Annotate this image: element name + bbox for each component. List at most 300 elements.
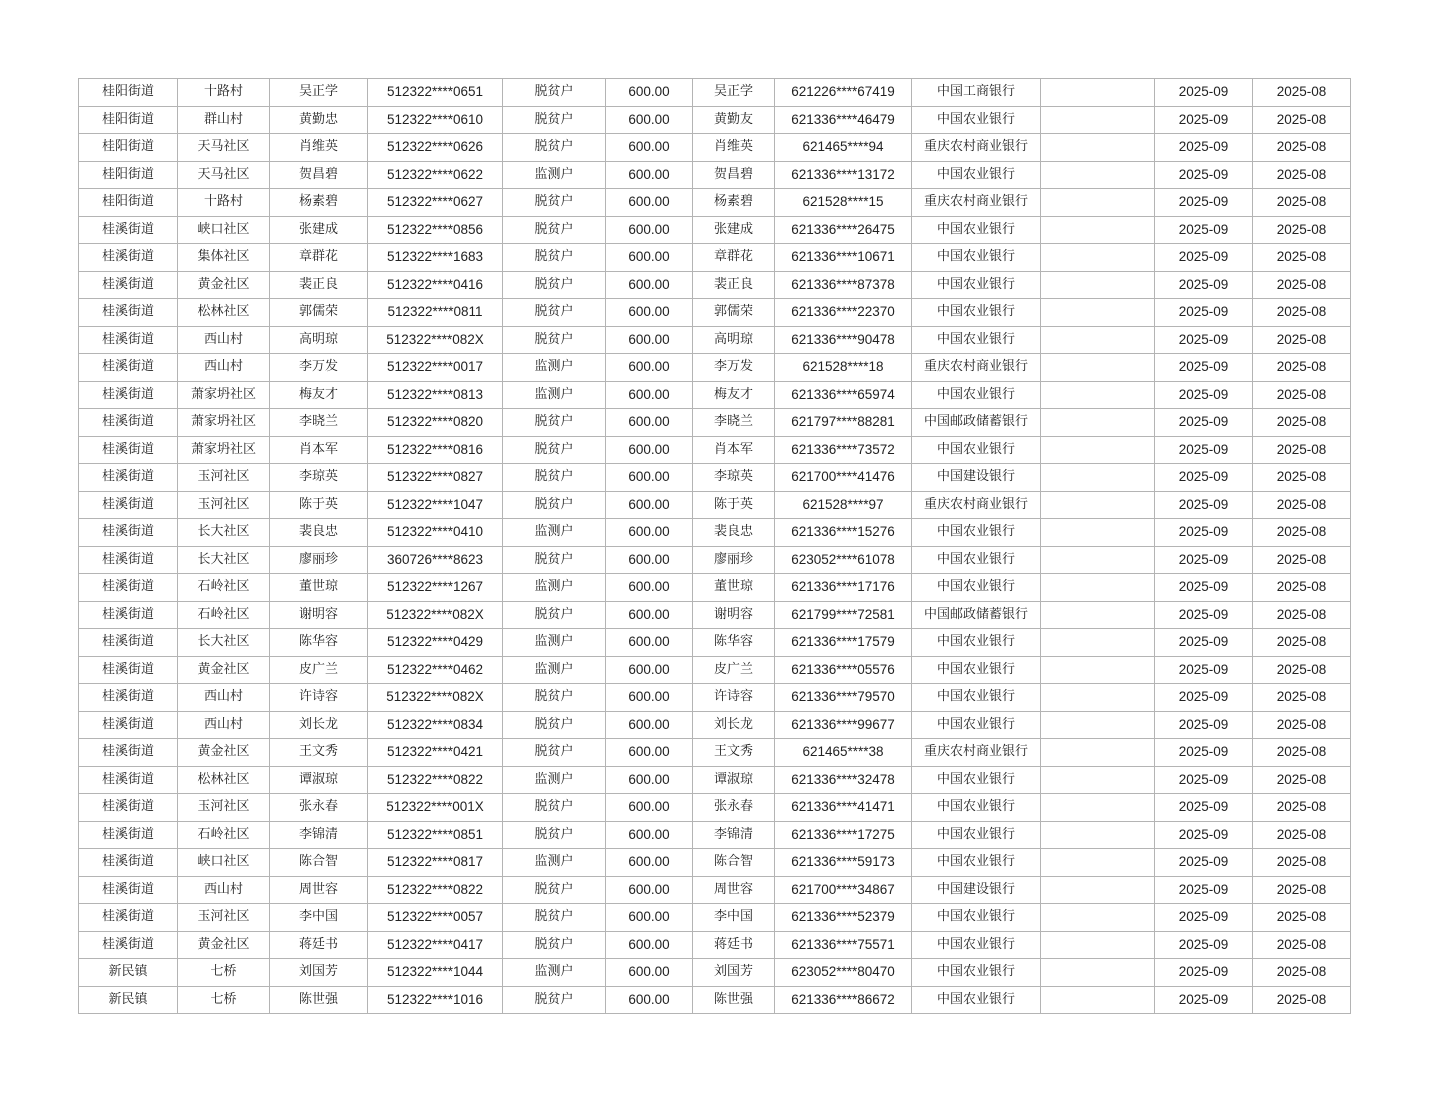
account-holder-cell: 吴正学 [693,79,775,107]
id-number-cell: 512322****0813 [368,381,503,409]
id-number-cell: 512322****082X [368,601,503,629]
household-type-cell: 监测户 [503,766,606,794]
remark-cell [1041,189,1155,217]
issue-month-cell: 2025-09 [1155,684,1253,712]
table-row [79,79,1351,107]
id-number-cell: 360726****8623 [368,546,503,574]
period-month-cell: 2025-08 [1253,79,1351,107]
street-cell: 桂溪街道 [79,574,178,602]
bank-name-cell: 中国工商银行 [912,79,1041,107]
id-number-cell: 512322****0627 [368,189,503,217]
bank-name-cell: 重庆农村商业银行 [912,354,1041,382]
table-row [79,876,1351,904]
id-number-cell: 512322****1683 [368,244,503,272]
period-month-cell: 2025-08 [1253,134,1351,162]
id-number-cell: 512322****0816 [368,436,503,464]
name-cell: 许诗容 [270,684,368,712]
id-number-cell: 512322****0834 [368,711,503,739]
id-number-cell: 512322****082X [368,326,503,354]
issue-month-cell: 2025-09 [1155,876,1253,904]
id-number-cell: 512322****0817 [368,849,503,877]
bank-name-cell: 重庆农村商业银行 [912,134,1041,162]
bank-name-cell: 中国农业银行 [912,931,1041,959]
amount-cell: 600.00 [606,519,693,547]
street-cell: 桂阳街道 [79,106,178,134]
street-cell: 桂溪街道 [79,354,178,382]
amount-cell: 600.00 [606,464,693,492]
issue-month-cell: 2025-09 [1155,821,1253,849]
name-cell: 陈于英 [270,491,368,519]
name-cell: 李万发 [270,354,368,382]
issue-month-cell: 2025-09 [1155,464,1253,492]
household-type-cell: 监测户 [503,574,606,602]
amount-cell: 600.00 [606,79,693,107]
name-cell: 肖维英 [270,134,368,162]
bank-name-cell: 重庆农村商业银行 [912,491,1041,519]
bank-card-cell: 621336****13172 [775,161,912,189]
street-cell: 桂阳街道 [79,134,178,162]
name-cell: 陈合智 [270,849,368,877]
remark-cell [1041,849,1155,877]
account-holder-cell: 皮广兰 [693,656,775,684]
account-holder-cell: 郭儒荣 [693,299,775,327]
name-cell: 高明琼 [270,326,368,354]
issue-month-cell: 2025-09 [1155,519,1253,547]
street-cell: 桂溪街道 [79,739,178,767]
period-month-cell: 2025-08 [1253,161,1351,189]
household-type-cell: 监测户 [503,161,606,189]
community-cell: 萧家坍社区 [178,436,270,464]
street-cell: 新民镇 [79,986,178,1014]
account-holder-cell: 张永春 [693,794,775,822]
account-holder-cell: 梅友才 [693,381,775,409]
household-type-cell: 脱贫户 [503,189,606,217]
table-row [79,216,1351,244]
bank-card-cell: 621799****72581 [775,601,912,629]
issue-month-cell: 2025-09 [1155,959,1253,987]
bank-card-cell: 621336****05576 [775,656,912,684]
id-number-cell: 512322****0626 [368,134,503,162]
issue-month-cell: 2025-09 [1155,381,1253,409]
bank-name-cell: 中国农业银行 [912,849,1041,877]
community-cell: 石岭社区 [178,601,270,629]
id-number-cell: 512322****0651 [368,79,503,107]
amount-cell: 600.00 [606,354,693,382]
street-cell: 桂溪街道 [79,464,178,492]
issue-month-cell: 2025-09 [1155,189,1253,217]
household-type-cell: 监测户 [503,849,606,877]
street-cell: 桂溪街道 [79,711,178,739]
bank-card-cell: 621336****99677 [775,711,912,739]
bank-card-cell: 621465****94 [775,134,912,162]
amount-cell: 600.00 [606,601,693,629]
amount-cell: 600.00 [606,794,693,822]
period-month-cell: 2025-08 [1253,739,1351,767]
id-number-cell: 512322****0610 [368,106,503,134]
bank-card-cell: 621336****41471 [775,794,912,822]
account-holder-cell: 肖维英 [693,134,775,162]
bank-name-cell: 中国农业银行 [912,656,1041,684]
period-month-cell: 2025-08 [1253,299,1351,327]
bank-name-cell: 重庆农村商业银行 [912,189,1041,217]
table-row [79,326,1351,354]
community-cell: 长大社区 [178,629,270,657]
bank-card-cell: 623052****61078 [775,546,912,574]
remark-cell [1041,656,1155,684]
account-holder-cell: 谢明容 [693,601,775,629]
table-row [79,986,1351,1014]
period-month-cell: 2025-08 [1253,574,1351,602]
bank-card-cell: 621336****73572 [775,436,912,464]
household-type-cell: 脱贫户 [503,464,606,492]
bank-name-cell: 中国农业银行 [912,436,1041,464]
name-cell: 梅友才 [270,381,368,409]
street-cell: 桂溪街道 [79,216,178,244]
street-cell: 桂溪街道 [79,409,178,437]
name-cell: 吴正学 [270,79,368,107]
amount-cell: 600.00 [606,271,693,299]
name-cell: 张建成 [270,216,368,244]
household-type-cell: 脱贫户 [503,931,606,959]
remark-cell [1041,79,1155,107]
bank-card-cell: 621336****90478 [775,326,912,354]
period-month-cell: 2025-08 [1253,519,1351,547]
account-holder-cell: 陈世强 [693,986,775,1014]
community-cell: 黄金社区 [178,271,270,299]
bank-card-cell: 621336****59173 [775,849,912,877]
amount-cell: 600.00 [606,546,693,574]
period-month-cell: 2025-08 [1253,794,1351,822]
table-row [79,409,1351,437]
household-type-cell: 脱贫户 [503,546,606,574]
remark-cell [1041,491,1155,519]
account-holder-cell: 蒋廷书 [693,931,775,959]
id-number-cell: 512322****0827 [368,464,503,492]
bank-card-cell: 621336****15276 [775,519,912,547]
remark-cell [1041,326,1155,354]
account-holder-cell: 陈于英 [693,491,775,519]
account-holder-cell: 廖丽珍 [693,546,775,574]
period-month-cell: 2025-08 [1253,271,1351,299]
bank-card-cell: 621336****79570 [775,684,912,712]
account-holder-cell: 黄勤友 [693,106,775,134]
name-cell: 李晓兰 [270,409,368,437]
table-body [79,79,1351,1014]
table-row [79,656,1351,684]
community-cell: 玉河社区 [178,491,270,519]
amount-cell: 600.00 [606,821,693,849]
account-holder-cell: 李锦清 [693,821,775,849]
household-type-cell: 脱贫户 [503,244,606,272]
name-cell: 陈华容 [270,629,368,657]
street-cell: 桂溪街道 [79,656,178,684]
period-month-cell: 2025-08 [1253,464,1351,492]
amount-cell: 600.00 [606,876,693,904]
community-cell: 天马社区 [178,134,270,162]
amount-cell: 600.00 [606,326,693,354]
bank-card-cell: 621336****17579 [775,629,912,657]
household-type-cell: 脱贫户 [503,326,606,354]
issue-month-cell: 2025-09 [1155,711,1253,739]
name-cell: 肖本军 [270,436,368,464]
issue-month-cell: 2025-09 [1155,354,1253,382]
account-holder-cell: 李琼英 [693,464,775,492]
household-type-cell: 脱贫户 [503,684,606,712]
period-month-cell: 2025-08 [1253,629,1351,657]
community-cell: 玉河社区 [178,464,270,492]
account-holder-cell: 李万发 [693,354,775,382]
account-holder-cell: 李晓兰 [693,409,775,437]
bank-card-cell: 621465****38 [775,739,912,767]
table-row [79,299,1351,327]
remark-cell [1041,986,1155,1014]
issue-month-cell: 2025-09 [1155,574,1253,602]
remark-cell [1041,271,1155,299]
issue-month-cell: 2025-09 [1155,904,1253,932]
name-cell: 李中国 [270,904,368,932]
account-holder-cell: 张建成 [693,216,775,244]
bank-name-cell: 中国农业银行 [912,299,1041,327]
bank-name-cell: 中国农业银行 [912,161,1041,189]
account-holder-cell: 王文秀 [693,739,775,767]
table-row [79,931,1351,959]
street-cell: 桂阳街道 [79,161,178,189]
account-holder-cell: 刘长龙 [693,711,775,739]
id-number-cell: 512322****0416 [368,271,503,299]
table-row [79,381,1351,409]
remark-cell [1041,629,1155,657]
bank-card-cell: 621336****26475 [775,216,912,244]
issue-month-cell: 2025-09 [1155,409,1253,437]
issue-month-cell: 2025-09 [1155,271,1253,299]
amount-cell: 600.00 [606,299,693,327]
remark-cell [1041,299,1155,327]
household-type-cell: 监测户 [503,381,606,409]
amount-cell: 600.00 [606,739,693,767]
household-type-cell: 监测户 [503,629,606,657]
community-cell: 西山村 [178,876,270,904]
amount-cell: 600.00 [606,106,693,134]
issue-month-cell: 2025-09 [1155,216,1253,244]
name-cell: 裴良忠 [270,519,368,547]
name-cell: 刘长龙 [270,711,368,739]
table-row [79,244,1351,272]
period-month-cell: 2025-08 [1253,381,1351,409]
name-cell: 李锦清 [270,821,368,849]
street-cell: 桂溪街道 [79,904,178,932]
id-number-cell: 512322****0851 [368,821,503,849]
table-row [79,519,1351,547]
amount-cell: 600.00 [606,381,693,409]
period-month-cell: 2025-08 [1253,436,1351,464]
remark-cell [1041,161,1155,189]
id-number-cell: 512322****0017 [368,354,503,382]
name-cell: 廖丽珍 [270,546,368,574]
community-cell: 西山村 [178,711,270,739]
name-cell: 皮广兰 [270,656,368,684]
period-month-cell: 2025-08 [1253,656,1351,684]
community-cell: 长大社区 [178,546,270,574]
table-row [79,601,1351,629]
name-cell: 张永春 [270,794,368,822]
id-number-cell: 512322****0822 [368,876,503,904]
name-cell: 蒋廷书 [270,931,368,959]
bank-name-cell: 中国建设银行 [912,876,1041,904]
issue-month-cell: 2025-09 [1155,931,1253,959]
id-number-cell: 512322****0622 [368,161,503,189]
name-cell: 刘国芳 [270,959,368,987]
remark-cell [1041,959,1155,987]
household-type-cell: 脱贫户 [503,821,606,849]
street-cell: 桂溪街道 [79,546,178,574]
bank-card-cell: 621336****17275 [775,821,912,849]
issue-month-cell: 2025-09 [1155,79,1253,107]
issue-month-cell: 2025-09 [1155,106,1253,134]
account-holder-cell: 刘国芳 [693,959,775,987]
household-type-cell: 脱贫户 [503,436,606,464]
account-holder-cell: 李中国 [693,904,775,932]
issue-month-cell: 2025-09 [1155,299,1253,327]
name-cell: 杨素碧 [270,189,368,217]
remark-cell [1041,766,1155,794]
community-cell: 七桥 [178,986,270,1014]
id-number-cell: 512322****1047 [368,491,503,519]
remark-cell [1041,354,1155,382]
id-number-cell: 512322****0417 [368,931,503,959]
period-month-cell: 2025-08 [1253,409,1351,437]
bank-name-cell: 中国农业银行 [912,986,1041,1014]
community-cell: 西山村 [178,326,270,354]
bank-card-cell: 621700****34867 [775,876,912,904]
period-month-cell: 2025-08 [1253,244,1351,272]
remark-cell [1041,601,1155,629]
period-month-cell: 2025-08 [1253,601,1351,629]
bank-card-cell: 621797****88281 [775,409,912,437]
amount-cell: 600.00 [606,766,693,794]
table-row [79,134,1351,162]
street-cell: 桂溪街道 [79,436,178,464]
household-type-cell: 脱贫户 [503,711,606,739]
community-cell: 黄金社区 [178,656,270,684]
bank-name-cell: 重庆农村商业银行 [912,739,1041,767]
remark-cell [1041,546,1155,574]
name-cell: 谢明容 [270,601,368,629]
remark-cell [1041,794,1155,822]
household-type-cell: 脱贫户 [503,299,606,327]
community-cell: 萧家坍社区 [178,409,270,437]
amount-cell: 600.00 [606,436,693,464]
table-row [79,574,1351,602]
bank-card-cell: 621336****22370 [775,299,912,327]
id-number-cell: 512322****0462 [368,656,503,684]
amount-cell: 600.00 [606,904,693,932]
bank-name-cell: 中国农业银行 [912,794,1041,822]
community-cell: 集体社区 [178,244,270,272]
bank-card-cell: 621336****32478 [775,766,912,794]
remark-cell [1041,216,1155,244]
remark-cell [1041,244,1155,272]
street-cell: 桂溪街道 [79,876,178,904]
name-cell: 黄勤忠 [270,106,368,134]
remark-cell [1041,464,1155,492]
amount-cell: 600.00 [606,656,693,684]
household-type-cell: 脱贫户 [503,601,606,629]
bank-card-cell: 623052****80470 [775,959,912,987]
period-month-cell: 2025-08 [1253,216,1351,244]
period-month-cell: 2025-08 [1253,684,1351,712]
account-holder-cell: 周世容 [693,876,775,904]
remark-cell [1041,106,1155,134]
period-month-cell: 2025-08 [1253,931,1351,959]
household-type-cell: 脱贫户 [503,876,606,904]
street-cell: 桂溪街道 [79,519,178,547]
bank-card-cell: 621336****87378 [775,271,912,299]
table-row [79,821,1351,849]
bank-card-cell: 621528****18 [775,354,912,382]
remark-cell [1041,739,1155,767]
table-row [79,106,1351,134]
issue-month-cell: 2025-09 [1155,766,1253,794]
street-cell: 桂溪街道 [79,244,178,272]
amount-cell: 600.00 [606,491,693,519]
street-cell: 新民镇 [79,959,178,987]
issue-month-cell: 2025-09 [1155,546,1253,574]
account-holder-cell: 董世琼 [693,574,775,602]
community-cell: 峡口社区 [178,216,270,244]
table-row [79,739,1351,767]
street-cell: 桂溪街道 [79,326,178,354]
bank-card-cell: 621336****10671 [775,244,912,272]
bank-card-cell: 621226****67419 [775,79,912,107]
bank-name-cell: 中国农业银行 [912,519,1041,547]
amount-cell: 600.00 [606,409,693,437]
period-month-cell: 2025-08 [1253,106,1351,134]
household-type-cell: 脱贫户 [503,739,606,767]
issue-month-cell: 2025-09 [1155,794,1253,822]
bank-name-cell: 中国农业银行 [912,821,1041,849]
amount-cell: 600.00 [606,574,693,602]
table-row [79,849,1351,877]
account-holder-cell: 许诗容 [693,684,775,712]
period-month-cell: 2025-08 [1253,766,1351,794]
name-cell: 裴正良 [270,271,368,299]
bank-card-cell: 621700****41476 [775,464,912,492]
account-holder-cell: 肖本军 [693,436,775,464]
name-cell: 王文秀 [270,739,368,767]
period-month-cell: 2025-08 [1253,904,1351,932]
street-cell: 桂溪街道 [79,381,178,409]
bank-name-cell: 中国农业银行 [912,381,1041,409]
name-cell: 董世琼 [270,574,368,602]
account-holder-cell: 陈合智 [693,849,775,877]
id-number-cell: 512322****0856 [368,216,503,244]
remark-cell [1041,436,1155,464]
community-cell: 群山村 [178,106,270,134]
id-number-cell: 512322****082X [368,684,503,712]
household-type-cell: 脱贫户 [503,409,606,437]
remark-cell [1041,381,1155,409]
issue-month-cell: 2025-09 [1155,244,1253,272]
issue-month-cell: 2025-09 [1155,161,1253,189]
table-row [79,629,1351,657]
remark-cell [1041,876,1155,904]
household-type-cell: 脱贫户 [503,106,606,134]
street-cell: 桂溪街道 [79,299,178,327]
community-cell: 萧家坍社区 [178,381,270,409]
household-type-cell: 脱贫户 [503,794,606,822]
issue-month-cell: 2025-09 [1155,326,1253,354]
household-type-cell: 脱贫户 [503,79,606,107]
